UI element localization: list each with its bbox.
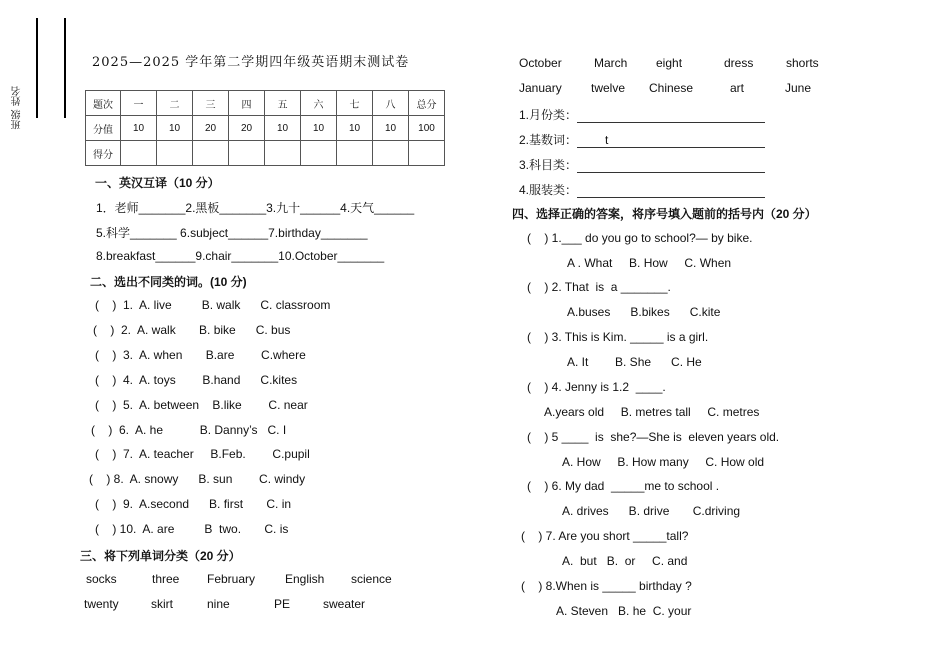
score-table [85, 90, 445, 166]
col-header: 五 [265, 91, 301, 116]
margin-name-label: 班级 姓名 [12, 86, 23, 130]
col-header: 六 [301, 91, 337, 116]
question-options: A. It B. She C. He [567, 355, 702, 369]
word: English [285, 572, 325, 586]
row-label: 题次 [86, 91, 121, 116]
section2-item: ( ) 4. A. toys B.hand C.kites [95, 373, 298, 387]
row-label: 得分 [86, 141, 121, 166]
question: ( ) 3. This is Kim. _____ is a girl. [527, 330, 709, 344]
question: ( ) 4. Jenny is 1.2 ____. [527, 380, 666, 394]
question-options: A. drives B. drive C.driving [562, 504, 741, 518]
section1-line: 5.科学_______ 6.subject______7.birthday_______ [96, 226, 368, 240]
section2-item: ( ) 9. A.second B. first C. in [95, 497, 292, 511]
section2-item: ( ) 2. A. walk B. bike C. bus [93, 323, 291, 337]
score-value: 10 [265, 116, 301, 141]
category-row [519, 106, 765, 123]
category-row [519, 156, 765, 173]
score-cell[interactable] [337, 141, 373, 166]
score-cell[interactable] [265, 141, 301, 166]
answer-line[interactable] [577, 186, 765, 198]
score-table-earned-row [86, 141, 445, 166]
score-value: 10 [157, 116, 193, 141]
section4-title: 四、选择正确的答案，将序号填入题前的括号内（20 分） [512, 207, 817, 221]
word: PE [274, 597, 291, 611]
section3-title: 三、将下列单词分类（20 分） [80, 549, 241, 563]
binding-line-right [64, 18, 66, 118]
word: Chinese [649, 81, 694, 95]
score-value: 20 [193, 116, 229, 141]
word: three [152, 572, 180, 586]
section2-item: ( ) 10. A. are B two. C. is [95, 522, 289, 536]
question: ( ) 2. That is a _______. [527, 280, 671, 294]
category-label: 4.服装类： [519, 183, 578, 197]
word: twenty [84, 597, 119, 611]
word: January [519, 81, 562, 95]
section2-item: ( ) 1. A. live B. walk C. classroom [95, 298, 331, 312]
category-row [519, 181, 765, 198]
score-value: 100 [409, 116, 445, 141]
section2-item: ( ) 6. A. he B. Danny’s C. I [91, 423, 287, 437]
question: ( ) 8.When is _____ birthday ? [521, 579, 692, 593]
col-header: 八 [373, 91, 409, 116]
word: art [730, 81, 745, 95]
answer-line[interactable] [577, 133, 765, 148]
word: science [351, 572, 392, 586]
word: October [519, 56, 562, 70]
col-header: 三 [193, 91, 229, 116]
word: sweater [323, 597, 366, 611]
col-header: 四 [229, 91, 265, 116]
col-header: 二 [157, 91, 193, 116]
score-table-header-row [86, 91, 445, 116]
score-value: 10 [121, 116, 157, 141]
answer-line[interactable] [577, 111, 765, 123]
category-label: 3.科目类： [519, 158, 578, 172]
score-value: 20 [229, 116, 265, 141]
score-value: 10 [301, 116, 337, 141]
section1-line: 8.breakfast______9.chair_______10.October_______ [96, 249, 385, 263]
score-cell[interactable] [121, 141, 157, 166]
category-row [519, 131, 765, 148]
section2-title: 二、选出不同类的词。(10 分) [90, 275, 247, 289]
exam-title: 2025—2025 学年第二学期四年级英语期末测试卷 [92, 55, 410, 70]
category-label: 2.基数词： [519, 133, 578, 147]
question: ( ) 5 ____ is she?—She is eleven years old. [527, 430, 780, 444]
score-cell[interactable] [229, 141, 265, 166]
answer-text: t [605, 133, 609, 147]
question-options: A. Steven B. he C. your [556, 604, 692, 618]
word: February [207, 572, 256, 586]
score-cell[interactable] [409, 141, 445, 166]
word: March [594, 56, 628, 70]
question: ( ) 7. Are you short _____tall? [521, 529, 689, 543]
section2-item: ( ) 5. A. between B.like C. near [95, 398, 308, 412]
answer-line[interactable] [577, 161, 765, 173]
score-cell[interactable] [373, 141, 409, 166]
section1-title: 一、英汉互译（10 分） [95, 176, 220, 190]
word: socks [86, 572, 117, 586]
question-options: A. How B. How many C. How old [562, 455, 765, 469]
section2-item: ( ) 8. A. snowy B. sun C. windy [89, 472, 306, 486]
col-header: 一 [121, 91, 157, 116]
question: ( ) 6. My dad _____me to school . [527, 479, 720, 493]
row-label: 分值 [86, 116, 121, 141]
word: eight [656, 56, 683, 70]
word: dress [724, 56, 754, 70]
word: shorts [786, 56, 819, 70]
section2-item: ( ) 7. A. teacher B.Feb. C.pupil [95, 447, 310, 461]
word: skirt [151, 597, 173, 611]
col-header: 七 [337, 91, 373, 116]
question-options: A . What B. How C. When [567, 256, 732, 270]
word: twelve [591, 81, 626, 95]
question: ( ) 1.___ do you go to school?— by bike. [527, 231, 753, 245]
score-cell[interactable] [193, 141, 229, 166]
score-cell[interactable] [157, 141, 193, 166]
question-options: A.years old B. metres tall C. metres [544, 405, 760, 419]
score-value: 10 [337, 116, 373, 141]
question-options: A.buses B.bikes C.kite [567, 305, 721, 319]
question-options: A. but B. or C. and [562, 554, 688, 568]
word: nine [207, 597, 230, 611]
col-header: 总分 [409, 91, 445, 116]
word: June [785, 81, 812, 95]
score-table-value-row [86, 116, 445, 141]
score-value: 10 [373, 116, 409, 141]
category-label: 1.月份类： [519, 108, 578, 122]
section1-line: 1．老师_______2.黑板_______3.九十______4.天气______ [96, 201, 415, 215]
score-cell[interactable] [301, 141, 337, 166]
section2-item: ( ) 3. A. when B.are C.where [95, 348, 306, 362]
